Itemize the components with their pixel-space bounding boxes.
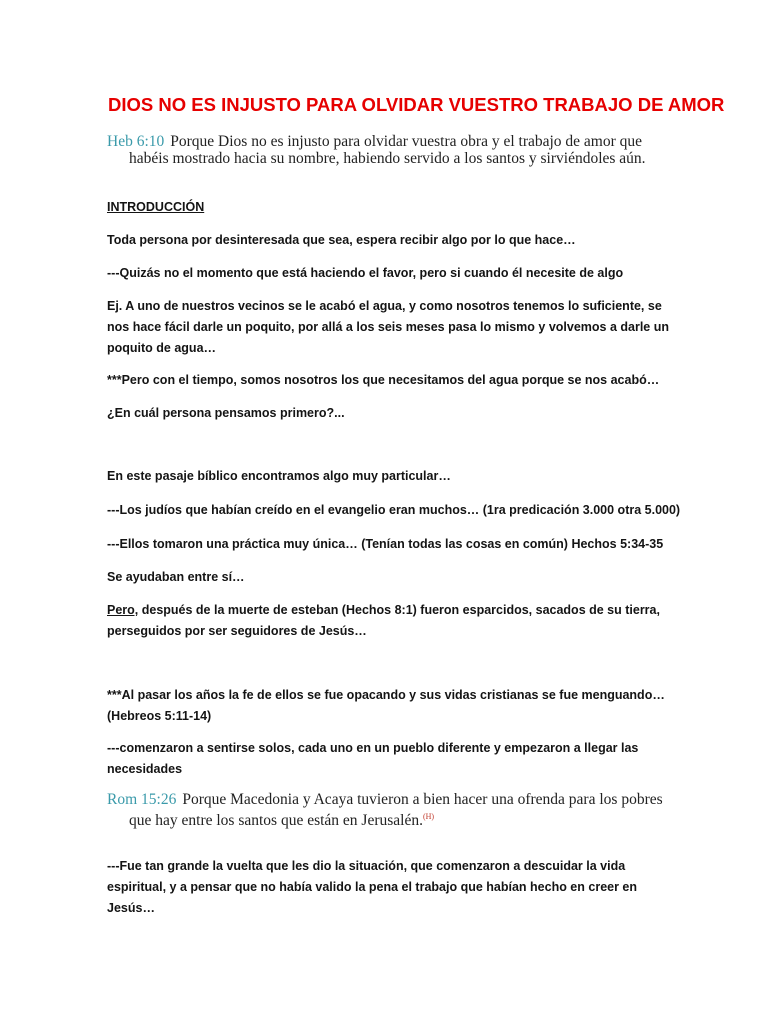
paragraph: ***Pero con el tiempo, somos nosotros los que necesitamos del agua porque se nos acabó… [107, 373, 660, 387]
paragraph: Toda persona por desinteresada que sea, espera recibir algo por lo que hace… [107, 233, 576, 247]
verse-text-line2: que hay entre los santos que están en Jerusalén. [129, 812, 423, 830]
paragraph: Se ayudaban entre sí… [107, 570, 245, 584]
verse-hebrews [107, 133, 667, 167]
paragraph: Ej. A uno de nuestros vecinos se le acabó el agua, y como nosotros tenemos lo suficiente, se nos hace fácil darle un poquito, por allá a los seis meses pasa lo mismo y volvemos a darle un poquito de agua… [107, 299, 669, 355]
paragraph: ---Ellos tomaron una práctica muy única… (Tenían todas las cosas en común) Hechos 5:34-35 [107, 537, 664, 551]
paragraph: ---Los judíos que habían creído en el evangelio eran muchos… (1ra predicación 3.000 otra 5.000) [107, 503, 681, 517]
paragraph: ***Al pasar los años la fe de ellos se fue opacando y sus vidas cristianas se fue menguando… (Hebreos 5:11-14) [107, 688, 665, 723]
paragraph: ---Fue tan grande la vuelta que les dio la situación, que comenzaron a descuidar la vida espiritual, y a pensar que no había valido la pena el trabajo que habían hecho en creer en Jesús… [107, 859, 638, 915]
verse-text-line1: Porque Dios no es injusto para olvidar vuestra obra y el trabajo de amor que [170, 133, 643, 150]
paragraph: En este pasaje bíblico encontramos algo muy particular… [107, 469, 451, 483]
paragraph-lead-word: Pero, [107, 603, 139, 617]
section-heading: INTRODUCCIÓN [107, 200, 205, 214]
verse-reference[interactable]: Rom 15:26 [107, 791, 177, 808]
paragraph: ¿En cuál persona pensamos primero?... [107, 406, 345, 420]
paragraph: ---Quizás no el momento que está haciendo el favor, pero si cuando él necesite de algo [107, 266, 624, 280]
verse-reference[interactable]: Heb 6:10 [107, 133, 165, 150]
paragraph [107, 600, 682, 642]
paragraph: ---comenzaron a sentirse solos, cada uno en un pueblo diferente y empezaron a llegar las necesidades [107, 741, 639, 776]
verse-romans [107, 791, 667, 829]
verse-text-line2: habéis mostrado hacia su nombre, habiendo servido a los santos y sirviéndoles aún. [129, 150, 646, 167]
verse-text-line1: Porque Macedonia y Acaya tuvieron a bien hacer una ofrenda para los pobres [182, 791, 663, 808]
paragraph-text: después de la muerte de esteban (Hechos 8:1) fueron esparcidos, sacados de su tierra, perseguidos por ser seguidores de Jesús… [107, 603, 660, 638]
document-title: DIOS NO ES INJUSTO PARA OLVIDAR VUESTRO TRABAJO DE AMOR [108, 94, 725, 115]
footnote-marker[interactable]: (H) [422, 812, 435, 821]
